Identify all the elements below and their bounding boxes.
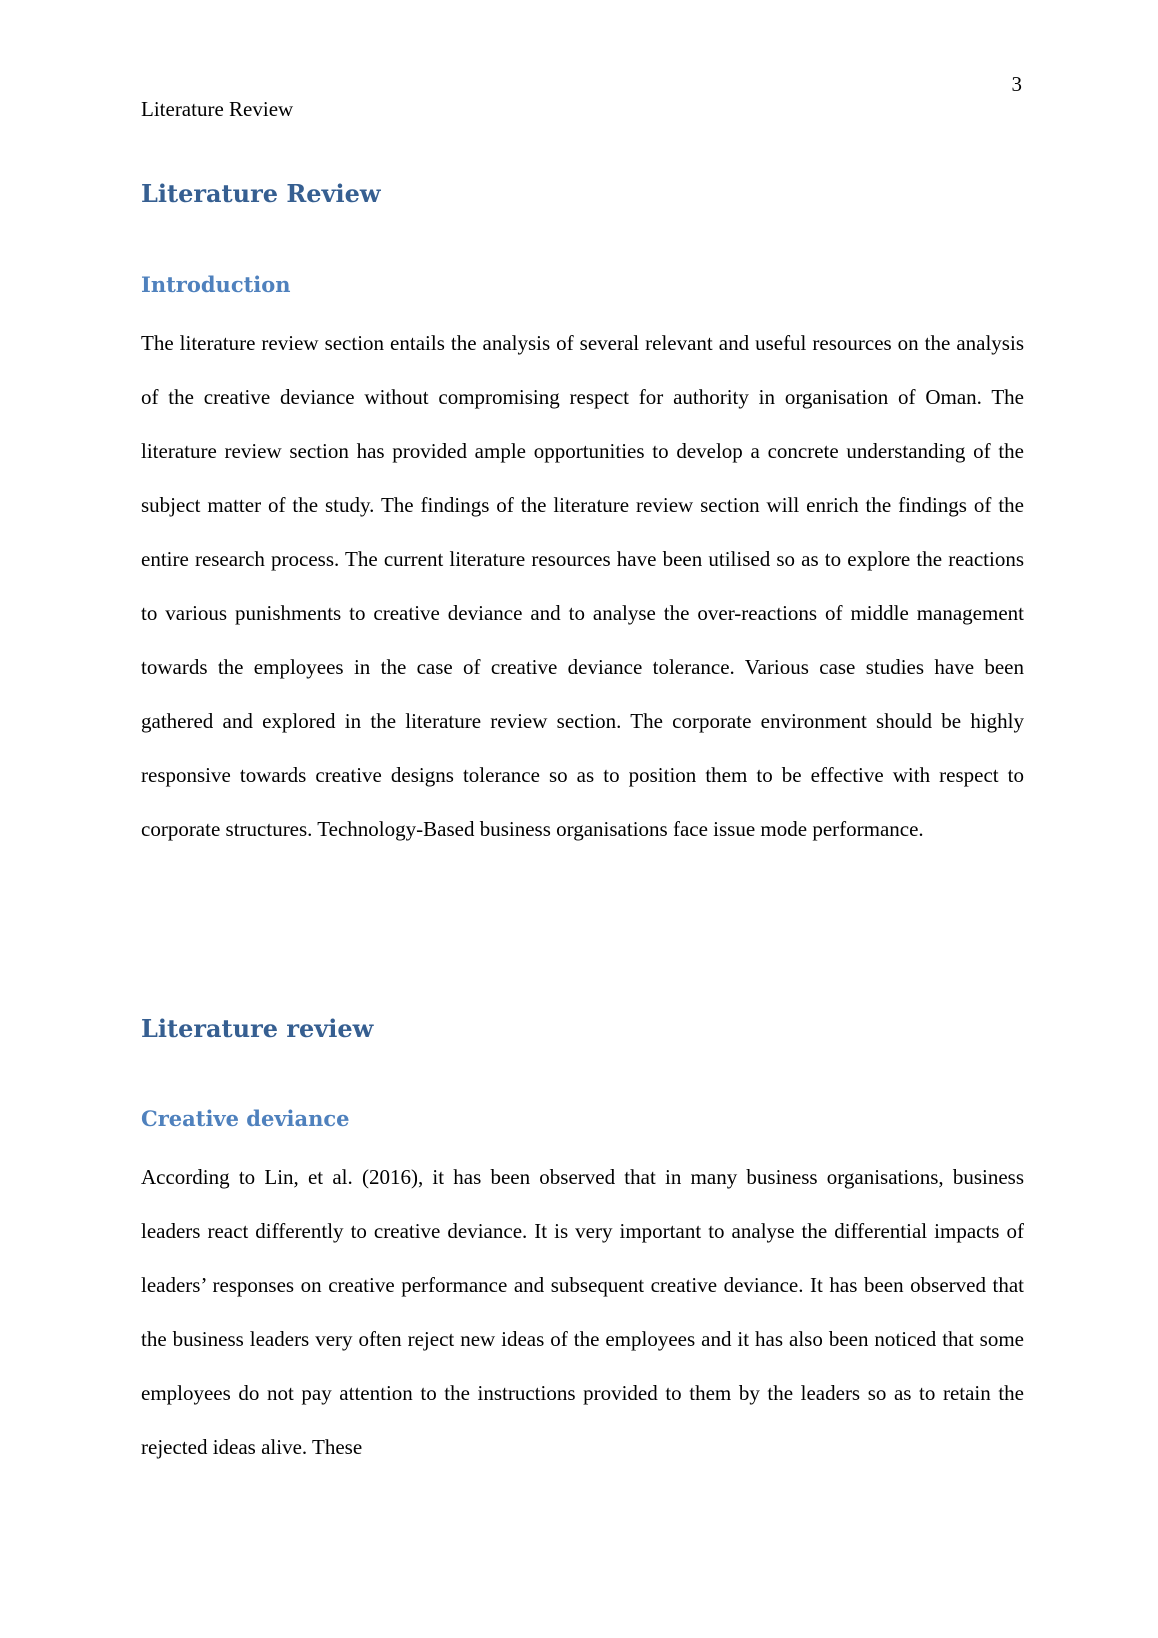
main-heading: Literature Review [141, 179, 381, 208]
introduction-paragraph: The literature review section entails the analysis of several relevant and useful resources on the analysis of the creative deviance without compromising respect for authority in organisation of Oman. The literature review section has provided ample opportunities to develop a concrete understanding of the subject matter of the study. The findings of the literature review section will enrich the findings of the entire research process. The current literature resources have been utilised so as to explore the reactions to various punishments to creative deviance and to analyse the over-reactions of middle management towards the employees in the case of creative deviance tolerance. Various case studies have been gathered and explored in the literature review section. The corporate environment should be highly responsive towards creative designs tolerance so as to position them to be effective with respect to corporate structures. Technology-Based business organisations face issue mode performance. [141, 331, 1024, 841]
literature-review-heading: Literature review [141, 1014, 374, 1043]
running-head: Literature Review [141, 97, 294, 121]
creative-deviance-paragraph: According to Lin, et al. (2016), it has been observed that in many business organisations, business leaders react differently to creative deviance. It is very important to analyse the differential impacts of leaders’ responses on creative performance and subsequent creative deviance. It has been observed that the business leaders very often reject new ideas of the employees and it has also been noticed that some employees do not pay attention to the instructions provided to them by the leaders so as to retain the rejected ideas alive. These [141, 1165, 1024, 1459]
creative-deviance-heading: Creative deviance [141, 1106, 350, 1131]
page-number: 3 [1011, 72, 1022, 96]
introduction-heading: Introduction [141, 272, 291, 297]
